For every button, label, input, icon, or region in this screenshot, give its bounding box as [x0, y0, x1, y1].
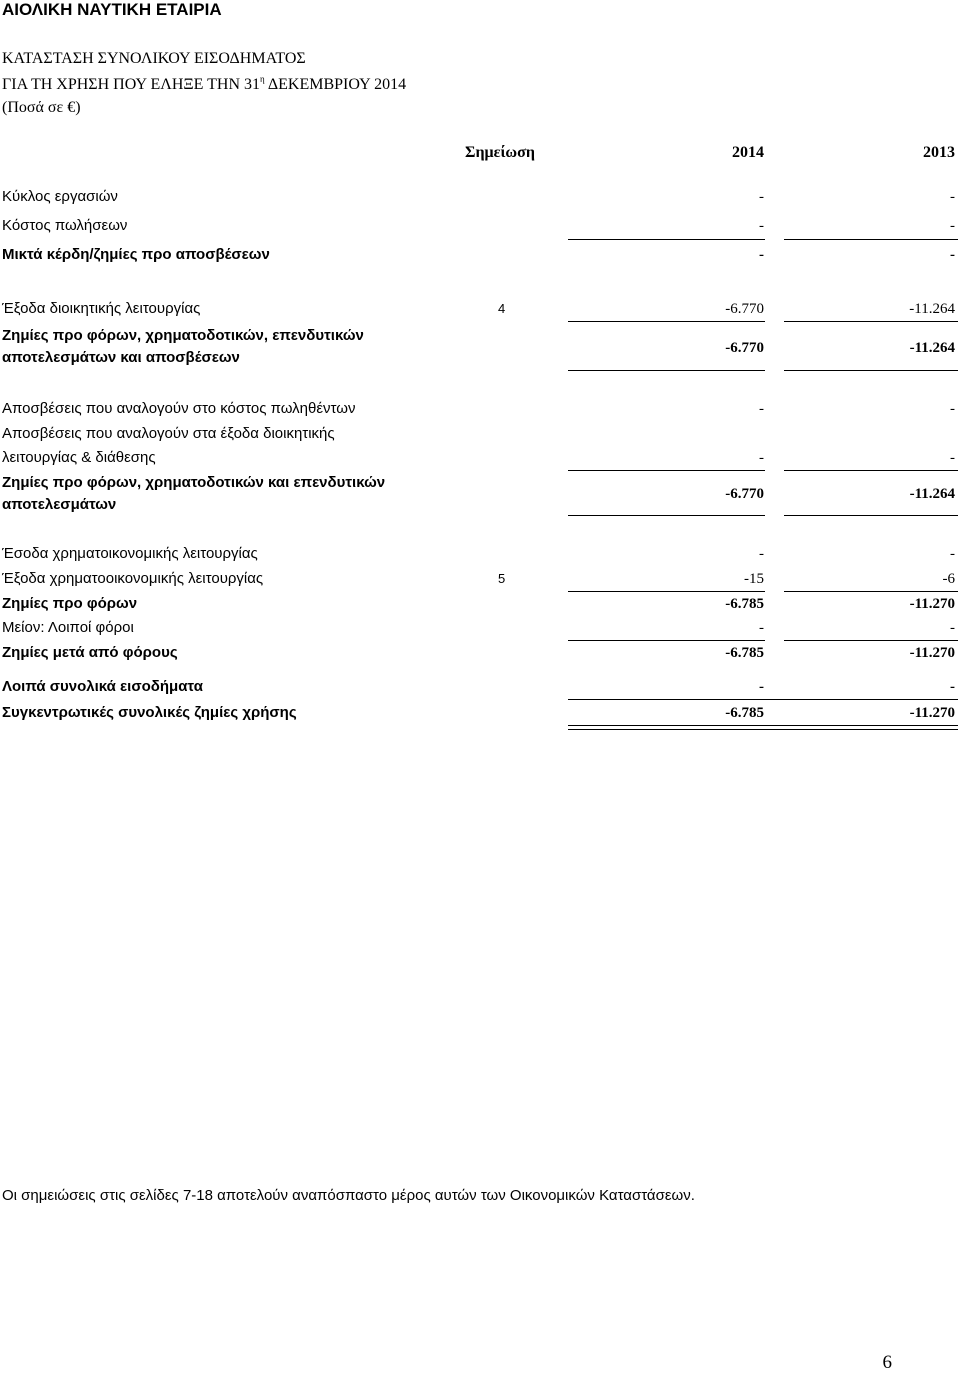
value-2013: -11.270 [909, 596, 955, 612]
value-2013: - [950, 546, 955, 562]
value-2013: -11.264 [909, 486, 955, 502]
footer-note: Οι σημειώσεις στις σελίδες 7-18 αποτελούν αναπόσπαστο μέρος αυτών των Οικονομικών Καταστάσεων. [2, 1187, 695, 1204]
subtotal-rule [568, 321, 765, 322]
row-label: Λοιπά συνολικά εισοδήματα [2, 678, 203, 695]
value-2014: -6.785 [725, 705, 764, 721]
subtotal-rule [784, 470, 958, 471]
row-label-line2: αποτελεσμάτων και αποσβέσεων [2, 349, 240, 366]
subtotal-rule [568, 640, 765, 641]
subtotal-rule [784, 515, 958, 516]
period-sup: η [260, 74, 265, 84]
value-2013: - [950, 450, 955, 466]
column-header-note: Σημείωση [465, 144, 535, 161]
value-2014: - [759, 546, 764, 562]
value-2013: - [950, 401, 955, 417]
period-suffix: ΔΕΚΕΜΒΡΙΟΥ 2014 [264, 76, 407, 93]
value-2014: - [759, 247, 764, 263]
row-label-line1: Ζημίες προ φόρων, χρηματοδοτικών και επενδυτικών [2, 474, 386, 491]
subtotal-rule [568, 515, 765, 516]
row-label: Μικτά κέρδη/ζημίες προ αποσβέσεων [2, 246, 270, 263]
row-label: Κόστος πωλήσεων [2, 217, 128, 234]
value-2013: - [950, 620, 955, 636]
row-label: Κύκλος εργασιών [2, 188, 118, 205]
value-2014: -6.770 [725, 486, 764, 502]
value-2014: -6.770 [725, 301, 764, 317]
value-2013: - [950, 247, 955, 263]
value-2014: -6.770 [725, 340, 764, 356]
value-2014: - [759, 218, 764, 234]
value-2013: - [950, 218, 955, 234]
value-2013: - [950, 189, 955, 205]
subtotal-rule [784, 239, 958, 240]
statement-title: ΚΑΤΑΣΤΑΣΗ ΣΥΝΟΛΙΚΟΥ ΕΙΣΟΔΗΜΑΤΟΣ [2, 50, 306, 67]
value-2014: - [759, 450, 764, 466]
statement-period [2, 74, 406, 94]
row-label: Έξοδα διοικητικής λειτουργίας [2, 300, 201, 317]
value-2014: - [759, 401, 764, 417]
subtotal-rule [784, 321, 958, 322]
row-label-line1: Ζημίες προ φόρων, χρηματοδοτικών, επενδυτικών [2, 327, 364, 344]
row-label: Έξοδα χρηματοοικονομικής λειτουργίας [2, 570, 264, 587]
row-note: 4 [498, 301, 506, 316]
value-2014: - [759, 679, 764, 695]
subtotal-rule [784, 370, 958, 371]
total-double-rule [568, 725, 958, 726]
page-number: 6 [882, 1352, 892, 1373]
row-label-line2: αποτελεσμάτων [2, 496, 117, 513]
value-2013: -11.270 [909, 705, 955, 721]
row-label-line2: λειτουργίας & διάθεσης [2, 449, 156, 466]
subtotal-rule [568, 699, 958, 700]
column-header-2013: 2013 [923, 144, 955, 161]
value-2013: - [950, 679, 955, 695]
value-2014: -15 [744, 571, 764, 587]
currency-note: (Ποσά σε €) [2, 99, 81, 116]
value-2014: -6.785 [725, 645, 764, 661]
row-label: Έσοδα χρηματοικονομικής λειτουργίας [2, 545, 258, 562]
value-2013: -11.264 [909, 340, 955, 356]
row-label: Ζημίες προ φόρων [2, 595, 138, 612]
subtotal-rule [784, 640, 958, 641]
period-prefix: ΓΙΑ ΤΗ ΧΡΗΣΗ ΠΟΥ ΕΛΗΞΕ ΤΗΝ 31 [2, 76, 261, 93]
row-label: Ζημίες μετά από φόρους [2, 644, 178, 661]
subtotal-rule [784, 591, 958, 592]
value-2014: -6.785 [725, 596, 764, 612]
subtotal-rule [568, 239, 765, 240]
value-2014: - [759, 620, 764, 636]
company-name: ΑΙΟΛΙΚΗ ΝΑΥΤΙΚΗ ΕΤΑΙΡΙΑ [2, 0, 222, 19]
total-double-rule [568, 729, 958, 730]
row-note: 5 [498, 571, 506, 586]
subtotal-rule [568, 370, 765, 371]
row-label: Μείον: Λοιποί φόροι [2, 619, 134, 636]
subtotal-rule [568, 591, 765, 592]
value-2013: -11.264 [909, 301, 955, 317]
value-2014: - [759, 189, 764, 205]
value-2013: -11.270 [909, 645, 955, 661]
column-header-2014: 2014 [732, 144, 764, 161]
row-label: Συγκεντρωτικές συνολικές ζημίες χρήσης [2, 704, 297, 721]
subtotal-rule [568, 470, 765, 471]
row-label-line1: Αποσβέσεις που αναλογούν στα έξοδα διοικητικής [2, 425, 335, 442]
value-2013: -6 [942, 571, 955, 587]
row-label: Αποσβέσεις που αναλογούν στο κόστος πωληθέντων [2, 400, 356, 417]
